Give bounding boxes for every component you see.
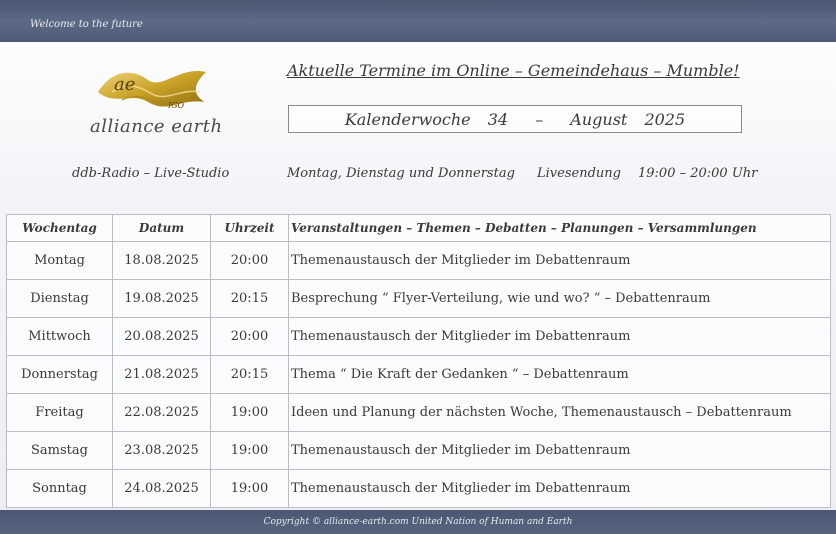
table-row: [7, 280, 831, 318]
cell-event: Besprechung “ Flyer-Verteilung, wie und wo? “ – Debattenraum: [289, 280, 831, 318]
logo-igo: IGO: [168, 101, 185, 110]
cell-weekday: Donnerstag: [7, 356, 113, 394]
cell-date: 19.08.2025: [113, 280, 211, 318]
cell-time: 20:00: [211, 318, 289, 356]
cell-date: 18.08.2025: [113, 242, 211, 280]
week-year: 2025: [644, 110, 686, 129]
cell-date: 24.08.2025: [113, 470, 211, 508]
calendar-week-box: [288, 105, 742, 133]
cell-weekday: Montag: [7, 242, 113, 280]
copyright-text: Copyright © alliance-earth.com United Nation of Human and Earth: [263, 517, 573, 527]
broadcast-time: 19:00 – 20:00 Uhr: [638, 166, 758, 181]
cell-event: Themenaustausch der Mitglieder im Debattenraum: [289, 318, 831, 356]
cell-time: 19:00: [211, 470, 289, 508]
cell-weekday: Dienstag: [7, 280, 113, 318]
page-headline: Aktuelle Termine im Online – Gemeindehaus – Mumble!: [287, 61, 740, 80]
table-row: [7, 470, 831, 508]
week-month: August: [570, 110, 628, 129]
cell-event: Themenaustausch der Mitglieder im Debattenraum: [289, 470, 831, 508]
table-row: [7, 318, 831, 356]
cell-event: Ideen und Planung der nächsten Woche, Themenaustausch – Debattenraum: [289, 394, 831, 432]
table-row: [7, 242, 831, 280]
header-weekday: Wochentag: [7, 215, 113, 242]
cell-date: 23.08.2025: [113, 432, 211, 470]
week-number: 34: [487, 110, 509, 129]
cell-weekday: Freitag: [7, 394, 113, 432]
table-header-row: [7, 215, 831, 242]
brand-name: alliance earth: [90, 116, 223, 137]
cell-date: 21.08.2025: [113, 356, 211, 394]
cell-time: 20:15: [211, 280, 289, 318]
cell-weekday: Mittwoch: [7, 318, 113, 356]
week-separator: –: [535, 110, 544, 129]
broadcast-type: Livesendung: [537, 166, 621, 181]
week-label: Kalenderwoche: [344, 110, 471, 129]
alliance-earth-logo: [92, 62, 212, 114]
cell-weekday: Sonntag: [7, 470, 113, 508]
schedule-table: [6, 214, 831, 508]
broadcast-days: Montag, Dienstag und Donnerstag: [287, 166, 515, 181]
header-time: Uhrzeit: [211, 215, 289, 242]
table-row: [7, 394, 831, 432]
top-bar: [0, 0, 836, 42]
cell-event: Thema “ Die Kraft der Gedanken “ – Debattenraum: [289, 356, 831, 394]
header-date: Datum: [113, 215, 211, 242]
cell-time: 20:15: [211, 356, 289, 394]
cell-date: 20.08.2025: [113, 318, 211, 356]
table-row: [7, 356, 831, 394]
cell-time: 19:00: [211, 394, 289, 432]
radio-studio-label: ddb-Radio – Live-Studio: [72, 166, 230, 181]
cell-time: 20:00: [211, 242, 289, 280]
welcome-text: Welcome to the future: [30, 19, 143, 30]
logo-letters: ae: [114, 74, 136, 95]
cell-event: Themenaustausch der Mitglieder im Debattenraum: [289, 242, 831, 280]
footer-bar: [0, 510, 836, 534]
cell-time: 19:00: [211, 432, 289, 470]
header-events: Veranstaltungen – Themen – Debatten – Planungen – Versammlungen: [289, 215, 831, 242]
table-row: [7, 432, 831, 470]
cell-weekday: Samstag: [7, 432, 113, 470]
cell-event: Themenaustausch der Mitglieder im Debattenraum: [289, 432, 831, 470]
cell-date: 22.08.2025: [113, 394, 211, 432]
